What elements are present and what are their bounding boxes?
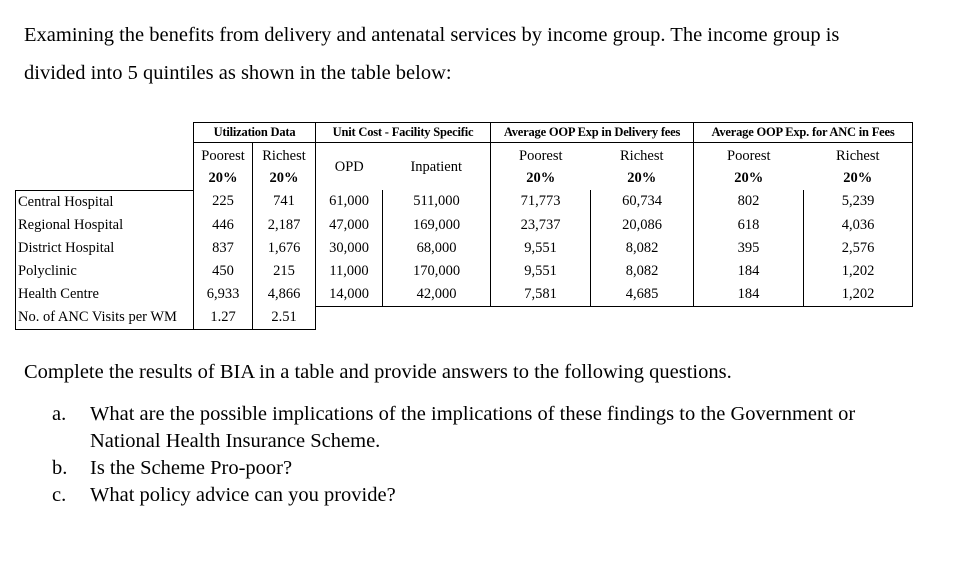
question-text: Is the Scheme Pro-poor? [90, 457, 293, 479]
cell-util-poor: 450 [194, 260, 253, 283]
pct: 20% [734, 169, 764, 186]
cell-anc-poor: 618 [694, 214, 804, 237]
opd-header: OPD [334, 158, 364, 175]
marker: a. [52, 403, 67, 425]
del-poorest-header [491, 143, 591, 191]
marker: c. [52, 484, 67, 506]
anc-visits-row [16, 306, 913, 330]
table-row [16, 237, 913, 260]
cell-util-rich: 1,676 [253, 237, 316, 260]
subheader-row [16, 143, 913, 191]
question-a [0, 403, 965, 463]
cell-inpatient: 42,000 [383, 283, 491, 307]
cell-opd: 14,000 [316, 283, 383, 307]
label: Richest [262, 147, 306, 164]
cell-del-poor: 71,773 [491, 190, 591, 214]
utilization-cost-table [15, 122, 913, 330]
group-utilization: Utilization Data [194, 123, 316, 143]
table-row [16, 190, 913, 214]
anc-visits-poor: 1.27 [194, 306, 253, 330]
cell-util-poor: 225 [194, 190, 253, 214]
label: Poorest [201, 147, 245, 164]
cell-del-rich: 8,082 [591, 237, 694, 260]
cell-anc-rich: 1,202 [804, 260, 913, 283]
util-richest-header [253, 143, 316, 191]
anc-visits-rich: 2.51 [253, 306, 316, 330]
cell-inpatient: 169,000 [383, 214, 491, 237]
cell-util-rich: 741 [253, 190, 316, 214]
label: Richest [620, 147, 664, 164]
cell-anc-rich: 2,576 [804, 237, 913, 260]
cell-opd: 61,000 [316, 190, 383, 214]
cell-anc-poor: 802 [694, 190, 804, 214]
cell-util-poor: 837 [194, 237, 253, 260]
cell-del-poor: 23,737 [491, 214, 591, 237]
label: Poorest [727, 147, 771, 164]
pct: 20% [208, 169, 238, 186]
cell-inpatient: 511,000 [383, 190, 491, 214]
cell-anc-rich: 4,036 [804, 214, 913, 237]
anc-richest-header [804, 143, 913, 191]
group-header-row [16, 123, 913, 143]
table-row [16, 260, 913, 283]
cell-del-poor: 7,581 [491, 283, 591, 307]
cell-del-poor: 9,551 [491, 237, 591, 260]
cell-opd: 11,000 [316, 260, 383, 283]
question-text: What are the possible implications of the implications of these findings to the Government or [90, 403, 856, 425]
cell-del-rich: 20,086 [591, 214, 694, 237]
cell-anc-rich: 1,202 [804, 283, 913, 307]
pct: 20% [269, 169, 299, 186]
table-row [16, 283, 913, 307]
row-label: Polyclinic [16, 260, 194, 283]
cell-del-rich: 4,685 [591, 283, 694, 307]
question-text: National Health Insurance Scheme. [90, 430, 381, 452]
row-label: No. of ANC Visits per WM [16, 306, 194, 330]
row-label: District Hospital [16, 237, 194, 260]
anc-poorest-header [694, 143, 804, 191]
cell-inpatient: 170,000 [383, 260, 491, 283]
row-label: Regional Hospital [16, 214, 194, 237]
intro-line-2: divided into 5 quintiles as shown in the table below: [24, 62, 452, 84]
cell-anc-poor: 395 [694, 237, 804, 260]
pct: 20% [526, 169, 556, 186]
cell-util-poor: 6,933 [194, 283, 253, 307]
cell-anc-poor: 184 [694, 283, 804, 307]
cell-util-poor: 446 [194, 214, 253, 237]
cell-inpatient: 68,000 [383, 237, 491, 260]
util-poorest-header [194, 143, 253, 191]
cell-anc-rich: 5,239 [804, 190, 913, 214]
table-row [16, 214, 913, 237]
cell-util-rich: 4,866 [253, 283, 316, 307]
cell-del-rich: 60,734 [591, 190, 694, 214]
group-unit-cost: Unit Cost - Facility Specific [316, 123, 491, 143]
label: Poorest [519, 147, 563, 164]
label: Richest [836, 147, 880, 164]
cell-opd: 30,000 [316, 237, 383, 260]
row-label: Health Centre [16, 283, 194, 307]
cell-del-rich: 8,082 [591, 260, 694, 283]
pct: 20% [627, 169, 657, 186]
cell-opd: 47,000 [316, 214, 383, 237]
marker: b. [52, 457, 68, 479]
task-instruction: Complete the results of BIA in a table and provide answers to the following questions. [24, 361, 732, 383]
group-anc-oop: Average OOP Exp. for ANC in Fees [694, 123, 913, 143]
group-delivery-oop: Average OOP Exp in Delivery fees [491, 123, 694, 143]
row-label: Central Hospital [16, 190, 194, 214]
cell-del-poor: 9,551 [491, 260, 591, 283]
pct: 20% [843, 169, 873, 186]
del-richest-header [591, 143, 694, 191]
cell-util-rich: 215 [253, 260, 316, 283]
intro-line-1: Examining the benefits from delivery and antenatal services by income group. The income group is [24, 24, 840, 46]
cell-util-rich: 2,187 [253, 214, 316, 237]
question-text: What policy advice can you provide? [90, 484, 396, 506]
inpatient-header: Inpatient [383, 143, 491, 191]
cell-anc-poor: 184 [694, 260, 804, 283]
